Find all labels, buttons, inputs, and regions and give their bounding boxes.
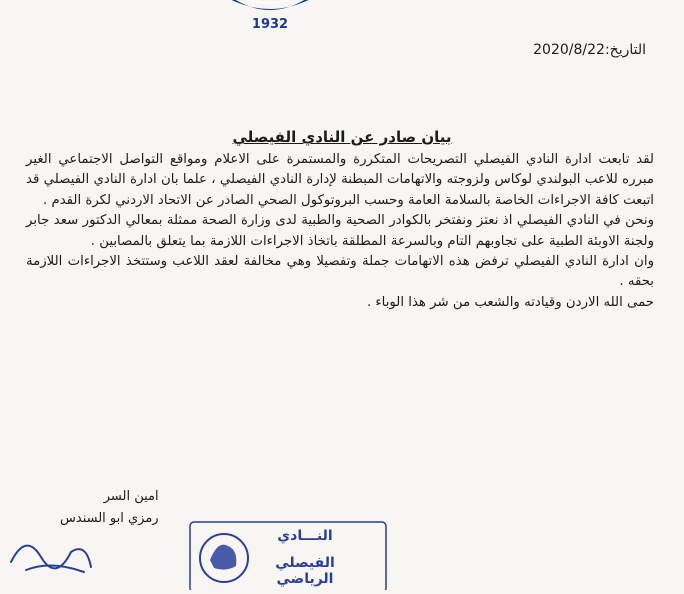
signature-scribble (6, 522, 96, 582)
paragraph-4: حمى الله الاردن وقيادته والشعب من شر هذا الوباء . (366, 294, 654, 310)
paragraph-3: وان ادارة النادي الفيصلي ترفض هذه الاتهامات جملة وتفصيلا وهي مخالفة لعقد اللاعب وستتخذ الاجراءات اللازمة بحقه . (26, 254, 654, 290)
letter-date: التاريخ:2020/8/22 (533, 42, 646, 58)
handwritten-signature (6, 522, 96, 582)
signatory-role: امين السر (103, 489, 159, 504)
signatory-name: رمزي ابو السندس (60, 511, 159, 526)
stamp-line-2: الفيصلي الرياضي (275, 555, 335, 587)
logo-year: 1932 (251, 17, 289, 32)
paragraph-2: ونحن في النادي الفيصلي اذ نعتز ونفتخر بالكوادر الصحية والطبية لدى وزارة الصحة ممثلة بمعالي الدكتور سعد جابر ولجنة الاوبئة الطبية على تجاوبهم التام وبالسرعة المطلقة باتخاذ الاجراءات اللازمة بما يتعلق بالمصابين . (26, 213, 654, 249)
statement-title: بيان صادر عن النادي الفيصلي (232, 128, 452, 146)
statement-body (26, 150, 654, 313)
svg-text:النادي الفيصلي (236, 0, 304, 1)
paragraph-1: لقد تابعت ادارة النادي الفيصلي التصريحات المتكررة والمستمرة على الاعلام ومواقع التواصل الاجتماعي الغير مبرره للاعب البولندي لوكاس ولزوجته والاتهامات المبطنة لإدارة النادي الفيصلي ، علما بان ادارة النادي الفيصلي قد اتبعت كافة الاجراءات الخاصة بالسلامة العامة وحسب البروتوكول الصحي الصادر عن الاتحاد الاردني لكرة القدم . (26, 152, 654, 208)
stamp-line-1: النـــادي (277, 528, 333, 544)
